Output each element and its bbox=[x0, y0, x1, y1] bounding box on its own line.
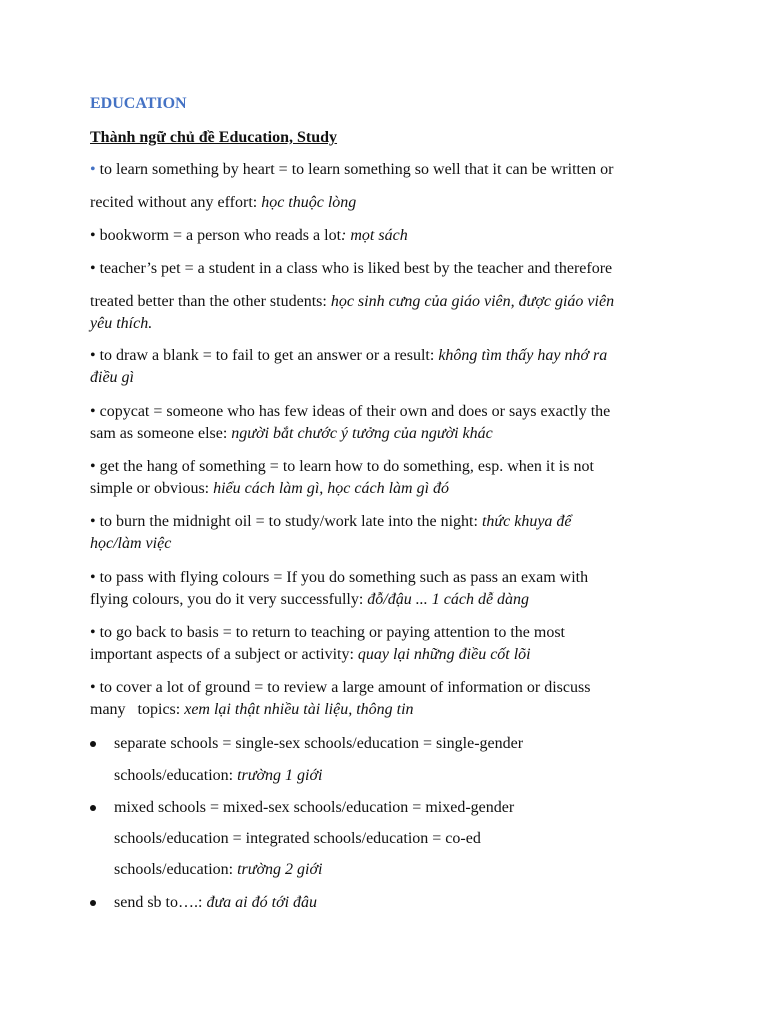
entry-line: recited without any effort: học thuộc lòng bbox=[90, 194, 357, 211]
list-item-line: send sb to….: đưa ai đó tới đâu bbox=[114, 894, 318, 911]
list-bullet-dot bbox=[90, 900, 96, 906]
section-subheading: Thành ngữ chủ đề Education, Study bbox=[90, 129, 338, 146]
list-item-line: schools/education: trường 2 giới bbox=[114, 861, 323, 878]
bullet: • bbox=[90, 513, 96, 530]
entry-line: • to go back to basis = to return to teaching or paying attention to the most bbox=[90, 624, 565, 641]
entry-line: • get the hang of something = to learn how to do something, esp. when it is not bbox=[90, 458, 594, 475]
entry-line: • to pass with flying colours = If you do something such as pass an exam with bbox=[90, 569, 589, 586]
bullet: • bbox=[90, 260, 96, 277]
entry-line: sam as someone else: người bắt chước ý tưởng của người khác bbox=[90, 425, 493, 442]
list-bullet-dot bbox=[90, 805, 96, 811]
bullet: • bbox=[90, 569, 96, 586]
list-item-line: mixed schools = mixed-sex schools/education = mixed-gender bbox=[114, 799, 515, 816]
bullet: • bbox=[90, 458, 96, 475]
entry-line: important aspects of a subject or activity: quay lại những điều cốt lõi bbox=[90, 646, 531, 663]
entry-line: simple or obvious: hiểu cách làm gì, học cách làm gì đó bbox=[90, 480, 450, 497]
list-item-line: schools/education = integrated schools/education = co-ed bbox=[114, 830, 481, 847]
bullet: • bbox=[90, 624, 96, 641]
bullet: • bbox=[90, 347, 96, 364]
entry-line: điều gì bbox=[90, 369, 134, 386]
entry-line: • to cover a lot of ground = to review a large amount of information or discuss bbox=[90, 679, 591, 696]
entry-line: • to draw a blank = to fail to get an answer or a result: không tìm thấy hay nhớ ra bbox=[90, 347, 608, 364]
entry-line: • to burn the midnight oil = to study/work late into the night: thức khuya để bbox=[90, 513, 572, 530]
list-bullet-dot bbox=[90, 741, 96, 747]
bullet: • bbox=[90, 161, 96, 178]
entry-line: treated better than the other students: học sinh cưng của giáo viên, được giáo viên bbox=[90, 293, 615, 310]
entry-line: học/làm việc bbox=[90, 535, 172, 552]
entry-line: • copycat = someone who has few ideas of their own and does or says exactly the bbox=[90, 403, 611, 420]
entry-line: yêu thích. bbox=[90, 315, 153, 332]
bullet: • bbox=[90, 227, 96, 244]
entry-line: • bookworm = a person who reads a lot: mọt sách bbox=[90, 227, 408, 244]
entry-line: • to learn something by heart = to learn something so well that it can be written or bbox=[90, 161, 614, 178]
entry-line: • teacher’s pet = a student in a class who is liked best by the teacher and therefore bbox=[90, 260, 613, 277]
bullet: • bbox=[90, 679, 96, 696]
list-item-line: separate schools = single-sex schools/education = single-gender bbox=[114, 735, 524, 752]
list-item-line: schools/education: trường 1 giới bbox=[114, 767, 323, 784]
entry-line: flying colours, you do it very successfully: đỗ/đậu ... 1 cách dễ dàng bbox=[90, 591, 530, 608]
entry-line: many topics: xem lại thật nhiều tài liệu, thông tin bbox=[90, 701, 414, 718]
section-heading: EDUCATION bbox=[90, 95, 187, 112]
bullet: • bbox=[90, 403, 96, 420]
